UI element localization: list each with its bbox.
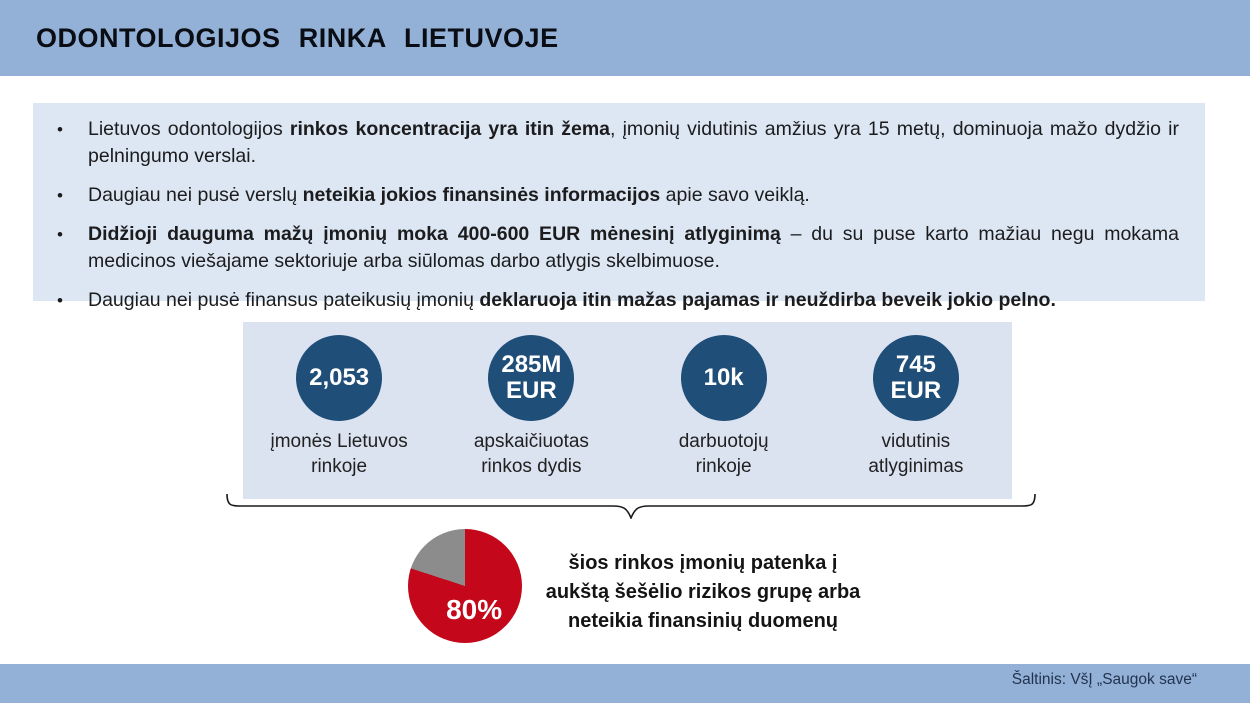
bullet-marker-icon: •	[57, 225, 63, 244]
page-title: ODONTOLOGIJOS RINKA LIETUVOJE	[36, 22, 559, 53]
source-text: Šaltinis: VšĮ „Saugok save“	[1011, 671, 1197, 688]
bullet-marker-icon: •	[57, 120, 63, 139]
bullet-item	[55, 221, 1179, 275]
pie-annotation: šios rinkos įmonių patenka į aukštą šešėlio rizikos grupę arba neteikia finansinių duomenų	[545, 552, 861, 632]
bullet-item	[55, 116, 1179, 170]
bullet-text: Daugiau nei pusė finansus pateikusių įmonių deklaruoja itin mažas pajamas ir neuždirba beveik jokio pelno.	[88, 289, 1056, 311]
stat-value: 2,053	[309, 364, 370, 391]
bullet-text: Lietuvos odontologijos rinkos koncentracija yra itin žema, įmonių vidutinis amžius yra 15 metų, dominuoja mažo dydžio ir pelningumo verslai.	[88, 118, 1180, 167]
bullet-marker-icon: •	[57, 291, 63, 310]
bullet-marker-icon: •	[57, 186, 63, 205]
footer-bar	[0, 664, 1250, 703]
stats-panel	[243, 322, 1012, 499]
stat-item	[628, 322, 820, 499]
bullet-text: Daugiau nei pusė verslų neteikia jokios finansinės informacijos apie savo veiklą.	[88, 184, 810, 206]
stat-value: 10k	[703, 364, 744, 391]
bullet-item	[55, 182, 1179, 209]
curly-brace-icon	[225, 493, 1037, 519]
pie-percentage-label: 80%	[446, 593, 503, 625]
bullets-panel	[33, 103, 1205, 311]
stat-label: apskaičiuotas rinkos dydis	[473, 431, 589, 477]
stat-circle	[873, 335, 959, 421]
stat-label: darbuotojų rinkoje	[678, 431, 769, 477]
stat-value: 285M EUR	[501, 351, 562, 404]
stat-circle	[296, 335, 382, 421]
bullet-text: Didžioji dauguma mažų įmonių moka 400-600 EUR mėnesinį atlyginimą – du su puse karto mažiau negu mokama medicinos viešajame sektoriuje arba siūlomas darbo atlygis skelbimuose.	[88, 223, 1179, 272]
stat-label: įmonės Lietuvos rinkoje	[270, 431, 408, 477]
stat-item	[243, 322, 435, 499]
stat-item	[435, 322, 627, 499]
bullet-item	[55, 287, 1179, 314]
stat-circle	[681, 335, 767, 421]
header-bar	[0, 0, 1250, 76]
stat-value: 745 EUR	[890, 351, 942, 404]
stat-item	[820, 322, 1012, 499]
stat-circle	[488, 335, 574, 421]
stat-label: vidutinis atlyginimas	[868, 431, 964, 477]
